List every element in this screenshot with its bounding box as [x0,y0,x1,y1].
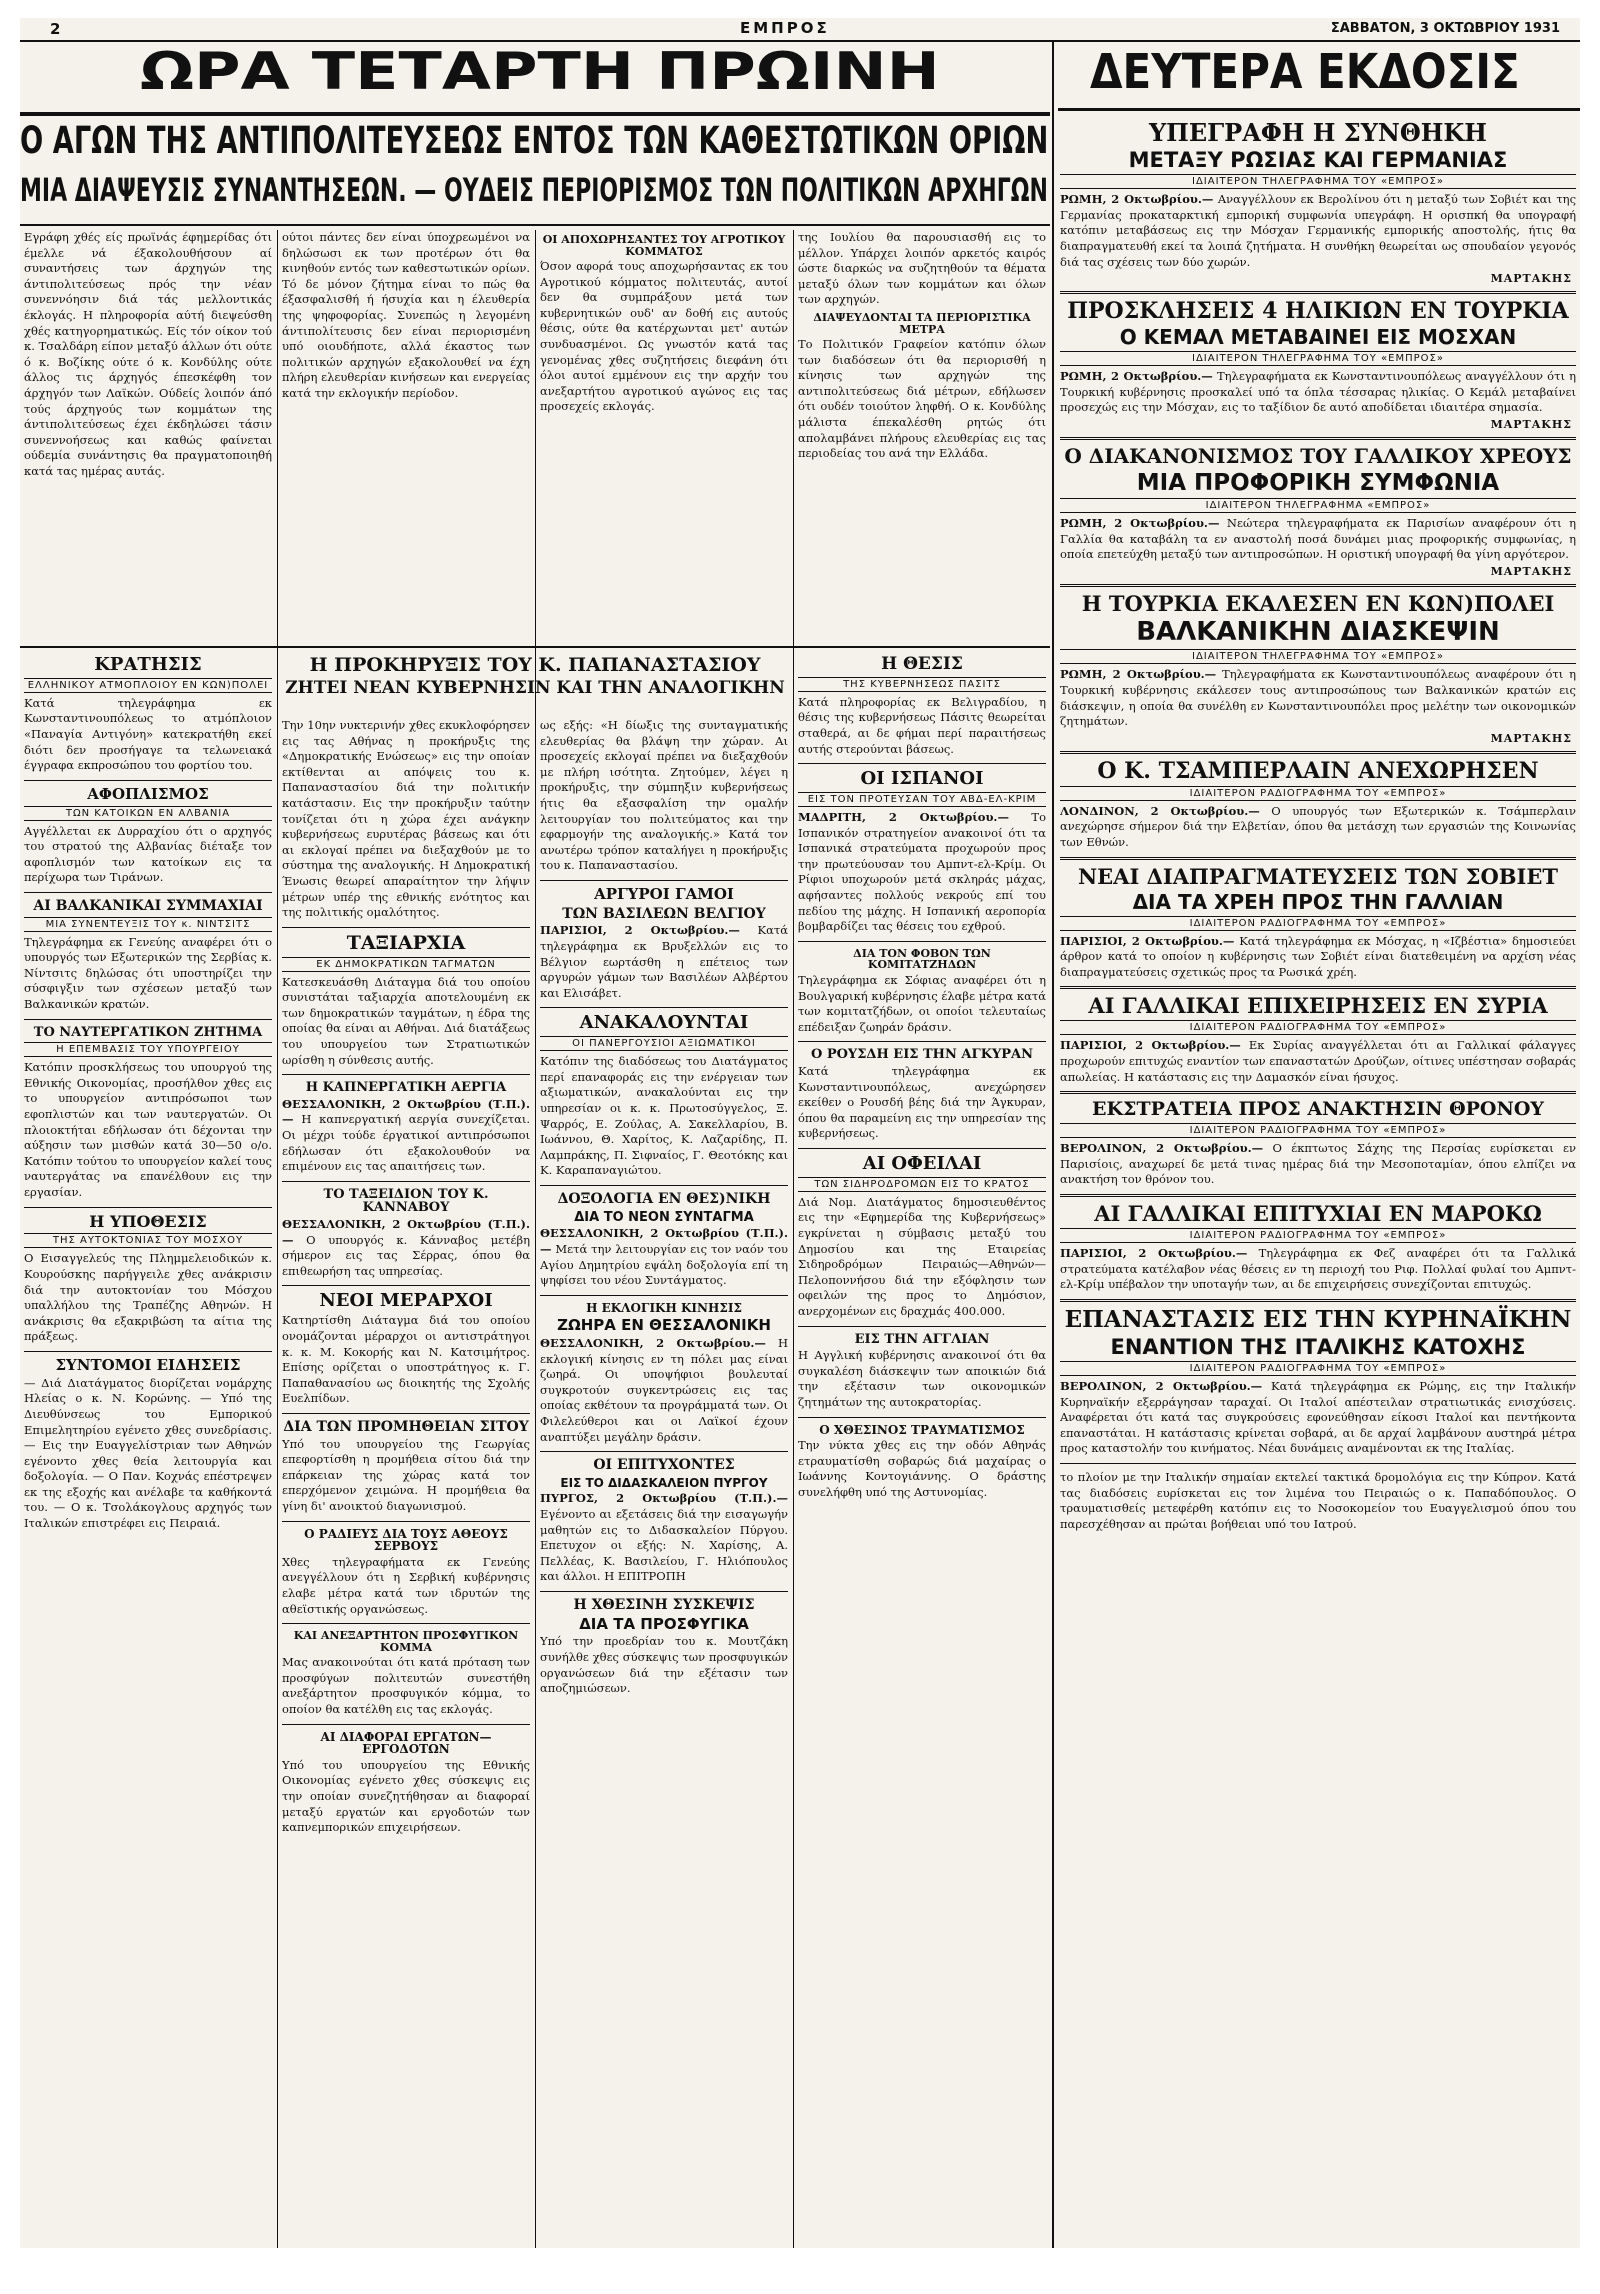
article-subheadline: ΔΙΑ ΤΟ ΝΕΟΝ ΣΥΝΤΑΓΜΑ [574,1209,754,1225]
separator [540,1295,788,1296]
article-headline: ΝΕΟΙ ΜΕΡΑΡΧΟΙ [319,1290,493,1312]
separator [1060,1194,1576,1197]
dateline: ΡΩΜΗ, 2 Οκτωβρίου.— [1060,192,1214,207]
article-headline: ΝΕΑΙ ΔΙΑΠΡΑΓΜΑΤΕΥΣΕΙΣ ΤΩΝ ΣΟΒΙΕΤ [1077,863,1559,889]
article-headline: ΟΙ ΕΠΙΤΥΧΟΝΤΕΣ [593,1457,735,1474]
article-text: — Διά Διατάγματος διορίζεται νομάρχης Ηλείας ο κ. Ν. Κορώνης. — Υπό της Διευθύνσεως του Εμπορικού Επιμελητηρίου εγένετο χθες συνεδρίασις. — Εις την Ευαγγελίστριαν των Αθηνών εγένοντο χθες θεία λειτουργία και δοξολογία. — Ο Παν. Κοχνάς επέστρεψεν εκ της εξοχής και ανέλαβε τα καθήκοντά του. — Ο κ. Τσολάκογλους αρχηγός των Ιταλικών επιστρέφει εις Πειραιά. [24,1375,272,1531]
dateline: ΒΕΡΟΛΙΝΟΝ, 2 Οκτωβρίου.— [1060,1141,1264,1156]
wire-credit: ΙΔΙΑΙΤΕΡΟΝ ΡΑΔΙΟΓΡΑΦΗΜΑ ΤΟΥ «ΕΜΠΡΟΣ» [1060,1020,1576,1035]
byline: ΜΑΡΤΑΚΗΣ [1490,418,1572,432]
article-subheadline: ΔΙΑ ΤΑ ΠΡΟΣΦΥΓΙΚΑ [579,1614,749,1633]
lead-text-3: Όσον αφορά τους αποχωρήσαντας εκ του Αγροτικού κόμματος πολιτευτάς, αυτοί δεν θα συμπράξουν μετά των κυβερνητικών ουδ' αν δοθή εις αυτούς θέσις, ούτε θα κατέρχωνται μετ' αυτών συνδυασμένοι. Ως γνωστόν κατά τας γενομένας χθες συζητήσεις διεφάνη ότι όλοι αυτοί εμμένουν εις την αρχήν του ανεξαρτήτου αγροτικού αγώνος εις τας προσεχείς εκλογάς. [540,259,788,414]
wire-credit: ΙΔΙΑΙΤΕΡΟΝ ΤΗΛΕΓΡΑΦΗΜΑ «ΕΜΠΡΟΣ» [1060,498,1576,513]
article-headline: ΔΙΑ ΤΩΝ ΠΡΟΜΗΘΕΙΑΝ ΣΙΤΟΥ [283,1418,529,1435]
article-headline: Ο ΡΟΥΣΔΗ ΕΙΣ ΤΗΝ ΑΓΚΥΡΑΝ [810,1047,1034,1063]
article-headline: ΚΡΑΤΗΣΙΣ [94,654,202,675]
article-subheadline: ΕΙΣ ΤΟ ΔΙΔΑΣΚΑΛΕΙΟΝ ΠΥΡΓΟΥ [560,1475,768,1490]
article-subheadline: ΖΗΤΕΙ ΝΕΑΝ ΚΥΒΕΡΝΗΣΙΝ ΚΑΙ ΤΗΝ ΑΝΑΛΟΓΙΚΗΝ [285,677,785,698]
lead-text-4: της Ιουλίου θα παρουσιασθή εις το μέλλον. Υπάρχει λοιπόν αρκετός καιρός ώστε διαρκώς να συζητηθούν τα θέματα μεταξύ όλων των κομμάτων και όλων των αρχηγών. [798,230,1046,307]
article-headline: ΤΟ ΝΑΥΤΕΡΓΑΤΙΚΟΝ ΖΗΤΗΜΑ [33,1024,263,1040]
dateline: ΘΕΣΣΑΛΟΝΙΚΗ, 2 Οκτωβρίου (Τ.Π.).— [540,1226,788,1256]
article-text: Εκ Συρίας αναγγέλλεται ότι αι Γαλλικαί φάλαγγες προχωρούν επιτυχώς εναντίον των επαναστατών Δρούζων, οίτινες υπέστησαν σοβαράς απωλείας. Η κατάστασις εις την Δαμασκόν είναι ήσυχος. [1060,1038,1576,1084]
article-subheadline: ΔΙΑ ΤΑ ΧΡΕΗ ΠΡΟΣ ΤΗΝ ΓΑΛΛΙΑΝ [1132,889,1504,914]
dateline: ΒΕΡΟΛΙΝΟΝ, 2 Οκτωβρίου.— [1060,1378,1263,1393]
lead-text-1: Εγράφη χθές είς πρωϊνάς έφημερίδας ότι έμελλε νά έξακολουθήσουν αί συναντήσεις των άρχηγών της άντιπολιτεύσεως πρός την νέαν συνεννόησιν διά τάς μελλοντικάς έκλογάς. Η πληροφορία αύτή διεψεύσθη χθές κατηγορηματικώς. Είς τόν οίκον τού κ. Τσαλδάρη είπον μεταξύ άλλων ότι ούτε ό κ. Βοζίκης ούτε ό κ. Κονδύλης ούτε άλλος τις άρχηγός έπεσκέφθη τον άρχηγόν των Λαϊκών. Ούδείς λοιπόν άπό τούς άρχηγούς των κομμάτων της άντιπολιτεύσεως έχει έκδηλώσει τάσιν συνεννοήσεως και καθώς φαίνεται ούδεμία συνάντησις θα πραγματοποιηθή κατά τας ημέρας αυτάς. [24,230,272,478]
article-text: Κατηρτίσθη Διάταγμα διά του οποίου ονομάζονται μέραρχοι οι αντιστράτηγοι κ. κ. Μ. Κοκορής και Ν. Κατσιμήτρος. Επίσης ορίζεται ο υποστράτηγος κ. Γ. Παπαθανασίου ως διοικητής της Σχολής Ευελπίδων. [282,1313,530,1406]
article-headline: ΥΠΕΓΡΑΦΗ Η ΣΥΝΘΗΚΗ [1149,118,1487,147]
article-text: Ο υπουργός των Εξωτερικών κ. Τσάμπερλαιν ανεχώρησε σήμερον διά την Ελβετίαν, όπου θα μετάσχη των εργασιών της Κοινωνίας των Εθνών. [1060,803,1576,849]
separator [1060,1091,1576,1094]
newspaper-page [20,18,1580,2248]
article-text: Η Αγγλική κυβέρνησις ανακοινοί ότι θα συγκαλέση διάσκεψιν των αποικιών διά την εξέτασιν των οικονομικών ζητημάτων της αυτοκρατορίας. [798,1348,1046,1409]
article-text: Αναγγέλλουν εκ Βερολίνου ότι η μεταξύ των Σοβιέτ και της Γερμανίας προκαταρκτική εμπορική συμφωνία υπεγράφη. Η ορισπκή θα υπογραφή κατόπιν μεταβάσεως εις την Μόσχαν Γερμανικής εμπορικής αποστολής, ήτις θα διαπραγματευθή εκεί τα λοιπά ζητήματα. Η συνθήκη θεωρείται ως σπουδαίον γεγονός διά τας σχέσεις των δύο χωρών. [1060,192,1576,269]
lead-column-1 [24,230,272,640]
wire-credit: ΙΔΙΑΙΤΕΡΟΝ ΡΑΔΙΟΓΡΑΦΗΜΑ ΤΟΥ «ΕΜΠΡΟΣ» [1060,916,1576,931]
separator [1060,857,1576,860]
wire-credit: ΙΔΙΑΙΤΕΡΟΝ ΡΑΔΙΟΓΡΑΦΗΜΑ ΤΟΥ «ΕΜΠΡΟΣ» [1060,1228,1576,1243]
article-text: Κατά πληροφορίας εκ Βελιγραδίου, η θέσις της κυβερνήσεως Πάσιτς θεωρείται σταθερά, αι δε φήμαι περί παραιτήσεως αυτής στερούνται βάσεως. [798,694,1046,756]
article-headline: Η ΚΑΠΝΕΡΓΑΤΙΚΗ ΑΕΡΓΙΑ [305,1080,507,1096]
article-text: Ο έκπτωτος Σάχης της Περσίας ευρίσκεται εν Παρισίοις, αναχωρεί δε μετά τινας ημέρας διά την Μεσοποταμίαν, όπου ελπίζει να ανακτήση τον θρόνον του. [1060,1141,1576,1187]
dateline: ΡΩΜΗ, 2 Οκτωβρίου.— [1060,369,1213,384]
article-headline: ΠΡΟΣΚΛΗΣΕΙΣ 4 ΗΛΙΚΙΩΝ ΕΝ ΤΟΥΡΚΙΑ [1067,298,1569,325]
article-subheadline: ΕΝΑΝΤΙΟΝ ΤΗΣ ΙΤΑΛΙΚΗΣ ΚΑΤΟΧΗΣ [1110,1334,1526,1359]
wire-credit: ΙΔΙΑΙΤΕΡΟΝ ΤΗΛΕΓΡΑΦΗΜΑ ΤΟΥ «ΕΜΠΡΟΣ» [1060,174,1576,189]
section-divider [1052,42,1054,2248]
dateline: ΠΑΡΙΣΙΟΙ, 2 Οκτωβρίου.— [1060,1246,1248,1261]
article-text: ως εξής: «Η δίωξις της συνταγματικής ελευθερίας θα βλάψη την χώραν. Αι προσεχείς εκλογαί πρέπει να διεξαχθούν με πλήρη ισότητα. Ζητούμεν, λέγει η προκήρυξις, την σύμπηξιν κυβερνήσεως ήτις θα εξασφαλίση την ομαλήν λειτουργίαν του πολιτεύματος και την εφαρμογήν της αναλογικής.» Κατά τον ανωτέρω τρόπον καταλήγει η προκήρυξις του κ. Παπαναστασίου. [540,718,788,873]
page-number: 2 [50,20,61,38]
article-headline: ΑΙ ΔΙΑΦΟΡΑΙ ΕΡΓΑΤΩΝ—ΕΡΓΟΔΟΤΩΝ [320,1729,492,1757]
column-3 [540,718,788,2248]
separator [1060,1463,1576,1464]
dateline: ΘΕΣΣΑΛΟΝΙΚΗ, 2 Οκτωβρίου (Τ.Π.).— [282,1096,530,1127]
separator [24,1351,272,1352]
separator [540,880,788,881]
lead-section-heading: ΟΙ ΑΠΟΧΩΡΗΣΑΝΤΕΣ ΤΟΥ ΑΓΡΟΤΙΚΟΥ ΚΟΜΜΑΤΟΣ [542,233,786,258]
separator [24,1019,272,1020]
article-subheadline: ΟΙ ΠΑΝΕΡΓΟΥΣΙΟΙ ΑΞΙΩΜΑΤΙΚΟΙ [540,1036,788,1051]
article-subheadline: ΤΗΣ ΚΥΒΕΡΝΗΣΕΩΣ ΠΑΣΙΤΣ [798,677,1046,692]
masthead [20,18,1580,42]
separator [1060,584,1576,587]
separator [282,1181,530,1182]
article-text: Χθες τηλεγραφήματα εκ Γενεύης ανεγγέλλουν ότι η Σερβική κυβέρνησις ελαβε μέτρα κατά των ιδρυτών της αθεϊστικής οργανώσεως. [282,1554,530,1616]
lead-column-2 [282,230,530,640]
article-text: Υπό του υπουργείου της Γεωργίας επεφορτίσθη η προμήθεια σίτου διά την επάρκειαν της χώρας κατά τον επερχόμενον χειμώνα. Η προμήθεια θα γίνη δι' ανοικτού διαγωνισμού. [282,1436,530,1513]
dateline: ΠΥΡΓΟΣ, 2 Οκτωβρίου (Τ.Π.).— [540,1491,788,1506]
lead-subheadline: ΜΙΑ ΔΙΑΨΕΥΣΙΣ ΣΥΝΑΝΤΗΣΕΩΝ. — ΟΥΔΕΙΣ ΠΕΡΙΟΡΙΣΜΟΣ ΤΩΝ ΠΟΛΙΤΙΚΩΝ ΑΡΧΗΓΩΝ [20,171,1048,209]
column-rule [277,230,278,2248]
article-headline: Η ΤΟΥΡΚΙΑ ΕΚΑΛΕΣΕΝ ΕΝ ΚΩΝ)ΠΟΛΕΙ [1081,591,1555,616]
article-subheadline: ΕΛΛΗΝΙΚΟΥ ΑΤΜΟΠΛΟΙΟΥ ΕΝ ΚΩΝ)ΠΟΛΕΙ [24,678,272,693]
wire-credit: ΙΔΙΑΙΤΕΡΟΝ ΡΑΔΙΟΓΡΑΦΗΜΑ ΤΟΥ «ΕΜΠΡΟΣ» [1060,1123,1576,1138]
lead-column-3 [540,230,788,640]
separator [540,1591,788,1592]
article-headline: Ο ΔΙΑΚΑΝΟΝΙΣΜΟΣ ΤΟΥ ΓΑΛΛΙΚΟΥ ΧΡΕΟΥΣ [1064,444,1572,469]
article-headline: ΣΥΝΤΟΜΟΙ ΕΙΔΗΣΕΙΣ [55,1355,241,1374]
separator [282,927,530,928]
article-text: Η εκλογική κίνησις εν τη πόλει μας είναι ζωηρά. Οι υποψήφιοι βουλευταί συγκροτούν συγκεντρώσεις εις τας οποίας εκθέτουν τα προγράμματά των. Οι Φιλελεύθεροι και οι Λαϊκοί έχουν αναπτύξει μεγάλην δράσιν. [540,1336,788,1444]
article-headline: ΔΙΑ ΤΟΝ ΦΟΒΟΝ ΤΩΝ ΚΟΜΙΤΑΤΖΗΔΩΝ [853,946,991,972]
column-rule [535,230,536,2248]
article-text: Ο υπουργός κ. Κάνναβος μετέβη σήμερον εις τας Σέρρας, όπου θα επιθεωρήση τας υπηρεσίας. [282,1232,530,1278]
article-headline: Ο Κ. ΤΣΑΜΠΕΡΛΑΙΝ ΑΝΕΧΩΡΗΣΕΝ [1097,757,1539,784]
separator [798,1417,1046,1418]
article-headline: Η ΧΘΕΣΙΝΗ ΣΥΣΚΕΨΙΣ [573,1597,755,1614]
lead-text-4b: Το Πολιτικόν Γραφείον κατόπιν όλων των διαδόσεων ότι θα περιορισθή η κίνησις των αρχηγών της αντιπολιτεύσεως διά μέτρων, εδήλωσεν ότι ουδέν τοιούτον ληφθή. Ο κ. Κονδύλης μάλιστα έπεκαλέσθη ρητώς ότι απολαμβάνει πλήρους ελευθερίας εις τας περιοδείας του ανά την Ελλάδα. [798,337,1046,461]
article-text: Τηλεγράφημα εκ Σόφιας αναφέρει ότι η Βουλγαρική κυβέρνησις έλαβε μέτρα κατά των κομιτατζήδων, οι οποίοι τελευταίως επέδειξαν ζωηράν δράσιν. [798,972,1046,1034]
lead-column-4 [798,230,1046,640]
column-2 [282,718,530,2248]
wire-credit: ΙΔΙΑΙΤΕΡΟΝ ΤΗΛΕΓΡΑΦΗΜΑ ΤΟΥ «ΕΜΠΡΟΣ» [1060,351,1576,366]
article-headline: ΕΙΣ ΤΗΝ ΑΓΓΛΙΑΝ [854,1331,990,1347]
newspaper-name: ΕΜΠΡΟΣ [740,19,830,37]
separator [1060,751,1576,754]
article-text: Κατά τηλεγράφημα εκ Μόσχας, η «Ιζβέστια» δημοσιεύει άρθρον κατά το οποίον η κυβέρνησις των Σοβιέτ είναι διατεθειμένη να αρχίση νέας διαπραγματεύσεις σχετικώς προς τα Ρωσικά χρέη. [1060,933,1576,979]
article-text: Κατά τηλεγράφημα εκ Κωνσταντινουπόλεως το ατμόπλοιον «Παναγία Αντιγόνη» κατεκρατήθη εκεί διότι δεν προσήγαγε τα τελωνειακά έγγραφα εκπροσώπου του φορτίου του. [24,695,272,773]
separator [540,1007,788,1008]
issue-date: ΣΑΒΒΑΤΟΝ, 3 ΟΚΤΩΒΡΙΟΥ 1931 [1330,21,1560,36]
article-headline: ΑΡΓΥΡΟΙ ΓΑΜΟΙ [594,884,734,903]
separator [1060,437,1576,440]
separator [282,1623,530,1624]
byline: ΜΑΡΤΑΚΗΣ [1490,731,1572,745]
separator [540,1451,788,1452]
article-text: Την 10ην νυκτερινήν χθες εκυκλοφόρησεν εις τας Αθήνας η προκήρυξις της «Δημοκρατικής Ενώσεως» εις την οποίαν εκτίθενται αι απόψεις του κ. Παπαναστασίου διά την πολιτικήν κατάστασιν. Εις την προκήρυξιν ταύτην τονίζεται ότι η χώρα έχει ανάγκην κυβερνήσεως ευρυτέρας βάσεως και ότι αι εκλογαί πρέπει να διεξαχθούν με το σύστημα της αναλογικής. Η Δημοκρατική Ένωσις θεωρεί απαραίτητον την λήψιν μέτρων υπέρ της εθνικής ενότητος και της πολιτικής ομαλότητος. [282,718,530,920]
column-rule [793,230,794,2248]
article-text: Ο Εισαγγελεύς της Πλημμελειοδικών κ. Κουρούσκης παρήγγειλε χθες ανάκρισιν διά την αυτοκτονίαν του Μόσχου υπαλλήλου της Τραπέζης Αθηνών. Η ανάκρισις θα εξακριβώση τα αίτια της πράξεως. [24,1251,272,1344]
article-headline: Η ΘΕΣΙΣ [881,654,963,674]
banner-headline-left: ΩΡΑ ΤΕΤΑΡΤΗ ΠΡΩΙΝΗ [140,42,940,102]
article-text: Τηλεγράφημα εκ Φεζ αναφέρει ότι τα Γαλλικά στρατεύματα κατέλαβον νέας θέσεις εν τη περιοχή του Ριφ. Πολλαί φυλαί του Αμπντ-ελ-Κρίμ υπέβαλον την υποταγήν των, αι δε επιχειρήσεις συνεχίζονται επιτυχώς. [1060,1246,1576,1292]
article-text: Το Ισπανικόν στρατηγείον ανακοινοί ότι τα Ισπανικά στρατεύματα προχωρούν προς την πρωτεύουσαν του Αμπντ-ελ-Κρίμ. Οι Ρίφιοι υποχωρούν μετά σκληράς μάχας, αφήσαντες πολλούς νεκρούς επί του πεδίου της μάχης. Η Ισπανική αεροπορία βομβαρδίζει τας θέσεις του εχθρού. [798,810,1046,934]
dateline: ΡΩΜΗ, 2 Οκτωβρίου.— [1060,516,1220,531]
separator [282,1521,530,1522]
dateline: ΠΑΡΙΣΙΟΙ, 2 Οκτωβρίου.— [540,923,740,938]
article-subheadline: ΜΙΑ ΣΥΝΕΝΤΕΥΞΙΣ ΤΟΥ κ. ΝΙΝΤΣΙΤΣ [24,917,272,932]
article-subheadline: ΤΩΝ ΚΑΤΟΙΚΩΝ ΕΝ ΑΛΒΑΝΙΑ [24,806,272,821]
separator [282,1413,530,1414]
lead-headline: Ο ΑΓΩΝ ΤΗΣ ΑΝΤΙΠΟΛΙΤΕΥΣΕΩΣ ΕΝΤΟΣ ΤΩΝ ΚΑΘΕΣΤΩΤΙΚΩΝ ΟΡΙΩΝ [20,119,1049,162]
article-text: Την νύκτα χθες εις την οδόν Αθηνάς ετραυματίσθη σοβαρώς διά μαχαίρας ο Ιωάννης Κοντογιάννης. Ο δράστης συνελήφθη υπό της Αστυνομίας. [798,1438,1046,1499]
separator [1060,1299,1576,1302]
separator [24,780,272,781]
separator [540,1185,788,1186]
banner-rule-right [1058,108,1580,111]
article-text: Κατά τηλεγράφημα εκ Ρώμης, εις την Ιταλικήν Κυρηναϊκήν εξερράγησαν ταραχαί. Οι Ιταλοί απέστειλαν στρατιωτικάς ενισχύσεις. Αναφέρεται ότι κατά τας συγκρούσεις εφονεύθησαν είκοσι Ιταλοί και πεντήκοντα επαναστάται. Η κατάστασις κρίνεται σοβαρά, αι δε αρχαί λαμβάνουν αυστηρά μέτρα προς καταστολήν του κινήματος. Νέαι δυνάμεις αναμένονται εκ της Ιταλίας. [1060,1378,1576,1456]
article-headline: ΑΙ ΒΑΛΚΑΝΙΚΑΙ ΣΥΜΜΑΧΙΑΙ [33,897,263,914]
article-subheadline: ΤΩΝ ΣΙΔΗΡΟΔΡΟΜΩΝ ΕΙΣ ΤΟ ΚΡΑΤΟΣ [798,1177,1046,1192]
article-text: Κατά τηλεγράφημα εκ Βρυξελλών εις το Βέλγιον εωρτάσθη η επέτειος των αργυρών γάμων των Βασιλέων Αλβέρτου και Ελισάβετ. [540,923,788,1000]
article-headline: ΕΚΣΤΡΑΤΕΙΑ ΠΡΟΣ ΑΝΑΚΤΗΣΙΝ ΘΡΟΝΟΥ [1092,1098,1544,1121]
article-headline: ΤΑΞΙΑΡΧΙΑ [346,931,466,954]
column-1 [24,652,272,2248]
byline: ΜΑΡΤΑΚΗΣ [1490,565,1572,578]
separator [798,1148,1046,1149]
lead-section-heading-2: ΔΙΑΨΕΥΔΟΝΤΑΙ ΤΑ ΠΕΡΙΟΡΙΣΤΙΚΑ ΜΕΤΡΑ [813,310,1031,336]
article-text: Η καπνεργατική αεργία συνεχίζεται. Οι μέχρι τούδε έργατικοί αντιπρόσωποι εδήλωσαν ότι εξακολουθούν να επιμένουν εις τας απαιτήσεις των. [282,1112,530,1174]
article-text: Υπό του υπουργείου της Εθνικής Οικονομίας εγένετο χθες σύσκεψις εις την οποίαν συνεζητήθησαν αι διαφοραί μεταξύ εργατών και εργοδοτών των καπνεμπορικών επιχειρήσεων. [282,1757,530,1835]
dateline: ΡΩΜΗ, 2 Οκτωβρίου.— [1060,667,1217,682]
article-text: Υπό την προεδρίαν του κ. Μουτζάκη συνήλθε χθες σύσκεψις των προσφυγικών οργανώσεων διά την εξέτασιν των αποζημιώσεων. [540,1634,788,1696]
dateline: ΜΑΔΡΙΤΗ, 2 Οκτωβρίου.— [798,810,1009,825]
article-subheadline: Η ΕΠΕΜΒΑΣΙΣ ΤΟΥ ΥΠΟΥΡΓΕΙΟΥ [24,1042,272,1057]
column-4 [798,652,1046,2248]
separator [798,1041,1046,1042]
separator [1060,291,1576,294]
lead-text-2: ούτοι πάντες δεν είναι ύποχρεωμένοι να δηλώσωσι εκ των προτέρων ότι θα κινηθούν εντός των καθεστωτικών ορίων. Τό δε μόνον ζήτημα είναι το πώς θα έξασφαλισθή ή ήσυχία και η έλευθερία της ψηφοφορίας. Συνεπώς η λεγομένη άντιπολίτευσις δεν είναι περιορισμένη υπό οιουδήποτε, αλλά έκαστος των πολιτικών αρχηγών εξακολουθεί να έχη πλήρη ελευθερίαν κινήσεων και ενεργείας κατά την εκλογικήν περίοδον. [282,230,530,400]
article-headline: ΑΙ ΓΑΛΛΙΚΑΙ ΕΠΙΤΥΧΙΑΙ ΕΝ ΜΑΡΟΚΩ [1094,1200,1542,1226]
article-text: Κατόπιν προσκλήσεως του υπουργού της Εθνικής Οικονομίας, προσήλθον χθες εις το υπουργείον αντιπρόσωποι των εφοπλιστών και των ναυτεργατών. Οι πλοιοκτήται εδήλωσαν ότι δέχονται την αύξησιν των μισθών κατά 30—50 ο/ο. Κατόπιν τούτου το υπουργείον καλεί τους ναυτεργάτας να επανέλθουν εις την εργασίαν. [24,1060,272,1200]
lead-rule [20,224,1050,226]
byline: ΜΑΡΤΑΚΗΣ [1490,272,1572,286]
article-subheadline: ΜΙΑ ΠΡΟΦΟΡΙΚΗ ΣΥΜΦΩΝΙΑ [1136,470,1500,497]
second-edition-section [1060,116,1576,2244]
article-subheadline: ΤΗΣ ΑΥΤΟΚΤΟΝΙΑΣ ΤΟΥ ΜΟΣΧΟΥ [24,1233,272,1248]
banner-headline-right: ΔΕΥΤΕΡΑ ΕΚΔΟΣΙΣ [1090,44,1520,100]
article-headline: ΕΠΑΝΑΣΤΑΣΙΣ ΕΙΣ ΤΗΝ ΚΥΡΗΝΑΪΚΗΝ [1064,1305,1572,1333]
article-subheadline: ΕΚ ΔΗΜΟΚΡΑΤΙΚΩΝ ΤΑΓΜΑΤΩΝ [282,957,530,972]
separator [282,1285,530,1286]
dateline: ΠΑΡΙΣΙΟΙ, 2 Οκτωβρίου.— [1060,1038,1241,1053]
article-subheadline: ΜΕΤΑΞΥ ΡΩΣΙΑΣ ΚΑΙ ΓΕΡΜΑΝΙΑΣ [1128,148,1508,173]
article-headline: Η ΕΚΛΟΓΙΚΗ ΚΙΝΗΣΙΣ [586,1300,742,1315]
wire-credit: ΙΔΙΑΙΤΕΡΟΝ ΡΑΔΙΟΓΡΑΦΗΜΑ ΤΟΥ «ΕΜΠΡΟΣ» [1060,786,1576,801]
article-text: Τηλεγράφημα εκ Γενεύης αναφέρει ότι ο υπουργός των Εξωτερικών της Σερβίας κ. Νίντσιτς δηλώσας ότι υποστηρίζει την σύσφιγξιν των σχέσεων μεταξύ των Βαλκανικών κρατών. [24,934,272,1012]
article-headline: ΔΟΞΟΛΟΓΙΑ ΕΝ ΘΕΣ)ΝΙΚΗ [557,1190,771,1207]
wire-credit: ΙΔΙΑΙΤΕΡΟΝ ΡΑΔΙΟΓΡΑΦΗΜΑ ΤΟΥ «ΕΜΠΡΟΣ» [1060,1361,1576,1376]
separator [282,1724,530,1725]
article-text: Κατά τηλεγράφημα εκ Κωνσταντινουπόλεως, ανεχώρησεν εκείθεν ο Ρουσδή βέης διά την Άγκυραν, όπου θα παραμείνη εις την υπηρεσίαν της κυβερνήσεως. [798,1063,1046,1141]
article-headline: ΑΦΟΠΛΙΣΜΟΣ [87,784,209,803]
article-text: Αγγέλλεται εκ Δυρραχίου ότι ο αρχηγός του στρατού της Αλβανίας διέταξε τον αφοπλισμόν των κατοίκων εις τα περίχωρα των Τιράνων. [24,823,272,885]
separator [24,892,272,893]
dateline: ΠΑΡΙΣΙΟΙ, 2 Οκτωβρίου.— [1060,933,1235,948]
article-headline: ΟΙ ΙΣΠΑΝΟΙ [860,768,984,790]
article-headline: Η ΠΡΟΚΗΡΥΞΙΣ ΤΟΥ Κ. ΠΑΠΑΝΑΣΤΑΣΙΟΥ [309,654,761,676]
article-text: Κατεσκευάσθη Διάταγμα διά του οποίου συνιστάται ταξιαρχία αποτελουμένη εκ των δημοκρατικών ταγμάτων, η έδρα της οποίας θα είναι αι Αθήναι. Διά διατάξεως του υπουργείου των Στρατιωτικών ωρίσθη η σύνθεσις αυτής. [282,974,530,1067]
article-text: το πλοίον με την Ιταλικήν σημαίαν εκτελεί τακτικά δρομολόγια εις την Κύπρον. Κατά τας διαδόσεις ευρίσκεται εις τον λιμένα του Πειραιώς ο κ. Παπαδόπουλος. Ο τραυματισθείς μετεφέρθη κατόπιν εις το Νοσοκομείον του Ευαγγελισμού όπου του παρεσχέθησαν αι πρώται βοήθειαι υπό του Ιατρού. [1060,1469,1576,1531]
article-text: Τηλεγραφήματα εκ Κωνσταντινουπόλεως αναγγέλλουν ότι η Τουρκική κυβέρνησις προσκαλεί υπό τα όπλα τέσσαρας ηλικίας. Ο Κεμάλ μεταβαίνει προσεχώς εις την Μόσχαν, εις το ταξίδιον δε αυτό αποδίδεται ιδιαιτέρα σημασία. [1060,369,1576,415]
article-subheadline: ΕΙΣ ΤΟΝ ΠΡΟΤΕΥΣΑΝ ΤΟΥ ΑΒΔ-ΕΛ-ΚΡΙΜ [798,792,1046,807]
article-headline: Ο ΧΘΕΣΙΝΟΣ ΤΡΑΥΜΑΤΙΣΜΟΣ [819,1422,1025,1437]
article-subheadline: ΒΑΛΚΑΝΙΚΗΝ ΔΙΑΣΚΕΨΙΝ [1136,617,1500,648]
separator [798,941,1046,942]
article-subheadline: ΤΩΝ ΒΑΣΙΛΕΩΝ ΒΕΛΓΙΟΥ [562,905,766,922]
article-headline: ΚΑΙ ΑΝΕΞΑΡΤΗΤΟΝ ΠΡΟΣΦΥΓΙΚΟΝ ΚΟΜΜΑ [293,1629,519,1654]
dateline: ΛΟΝΔΙΝΟΝ, 2 Οκτωβρίου.— [1060,803,1260,818]
separator [798,763,1046,764]
article-text: Μας ανακοινούται ότι κατά πρόταση των προσφύγων πολιτευτών συνεστήθη ανεξάρτητον προσφυγικόν κόμμα, το οποίον θα κατέλθη εις τας εκλογάς. [282,1655,530,1717]
separator [798,1326,1046,1327]
separator [24,1207,272,1208]
article-text: Νεώτερα τηλεγραφήματα εκ Παρισίων αναφέρουν ότι η Γαλλία θα καταβάλη τα εν αναστολή ποσά δυνάμει μιας προφορικής συμφωνίας, η οποία επετεύχθη μεταξύ των αντιπροσώπων. Η οριστική υπογραφή θα γίνη αργότερον. [1060,516,1576,562]
article-subheadline: Ο ΚΕΜΑΛ ΜΕΤΑΒΑΙΝΕΙ ΕΙΣ ΜΟΣΧΑΝ [1119,325,1517,350]
article-headline: Η ΥΠΟΘΕΣΙΣ [89,1211,207,1231]
article-text: Εγένοντο αι εξετάσεις διά την εισαγωγήν μαθητών εις το Διδασκαλείον Πύργου. Επετυχον οι εξής: Ν. Χαρίσης, Α. Πελλέας, Κ. Βασιλείου, Γ. Ηλιόπουλος και άλλοι. Η ΕΠΙΤΡΟΠΗ [540,1507,788,1584]
article-headline: ΤΟ ΤΑΞΕΙΔΙΟΝ ΤΟΥ Κ. ΚΑΝΝΑΒΟΥ [323,1186,489,1216]
banner-rule-left [20,112,1050,116]
article-headline: ΑΙ ΟΦΕΙΛΑΙ [862,1152,982,1174]
separator [282,1074,530,1075]
article-text: Διά Νομ. Διατάγματος δημοσιευθέντος εις την «Εφημερίδα της Κυβερνήσεως» εγκρίνεται η σύμβασις μεταξύ του Δημοσίου και της Εταιρείας Σιδηροδρόμων Πειραιώς—Αθηνών—Πελοποννήσου διά την εξόφλησιν των οφειλών της προς το Δημόσιον, ανερχομένων εις δραχμάς 400.000. [798,1194,1046,1318]
dateline: ΘΕΣΣΑΛΟΝΙΚΗ, 2 Οκτωβρίου (Τ.Π.).— [282,1217,530,1247]
article-headline: Ο ΡΑΔΙΕΥΣ ΔΙΑ ΤΟΥΣ ΑΘΕΟΥΣ ΣΕΡΒΟΥΣ [304,1526,508,1554]
article-text: Κατόπιν της διαδόσεως του Διατάγματος περί επαναφοράς εις την ενέργειαν των αξιωματικών, ανακαλούνται εις την υπηρεσίαν οι κ. κ. Πρωτοσύγγελος, Ξ. Ψαρρός, Ε. Ζούλας, Α. Σακελλαρίου, Β. Ιωάννου, Θ. Χαρίτος, Κ. Λαζαρίδης, Π. Λαμπράκης, Π. Σιφναίος, Γ. Θεοτόκης και Κ. Καραπαναγιώτου. [540,1054,788,1178]
article-text: Τηλεγραφήματα εκ Κωνσταντινουπόλεως αναφέρουν ότι η Τουρκική κυβέρνησις εκάλεσεν τους αντιπροσώπους των Βαλκανικών κρατών εις διάσκεψιν, η οποία θα συνέλθη εν Κωνσταντινουπόλει προς μελέτην των οικονομικών ζητημάτων. [1060,667,1576,729]
separator [1060,986,1576,989]
dateline: ΘΕΣΣΑΛΟΝΙΚΗ, 2 Οκτωβρίου.— [540,1336,766,1351]
article-headline: ΑΝΑΚΑΛΟΥΝΤΑΙ [579,1012,749,1034]
article-subheadline: ΖΩΗΡΑ ΕΝ ΘΕΣΣΑΛΟΝΙΚΗ [557,1316,771,1335]
wire-credit: ΙΔΙΑΙΤΕΡΟΝ ΤΗΛΕΓΡΑΦΗΜΑ ΤΟΥ «ΕΜΠΡΟΣ» [1060,649,1576,664]
article-headline: ΑΙ ΓΑΛΛΙΚΑΙ ΕΠΙΧΕΙΡΗΣΕΙΣ ΕΝ ΣΥΡΙΑ [1088,993,1548,1019]
article-text: Μετά την λειτουργίαν εις τον ναόν του Αγίου Δημητρίου εψάλη δοξολογία επί τη ψηφίσει του νέου Συντάγματος. [540,1241,788,1288]
